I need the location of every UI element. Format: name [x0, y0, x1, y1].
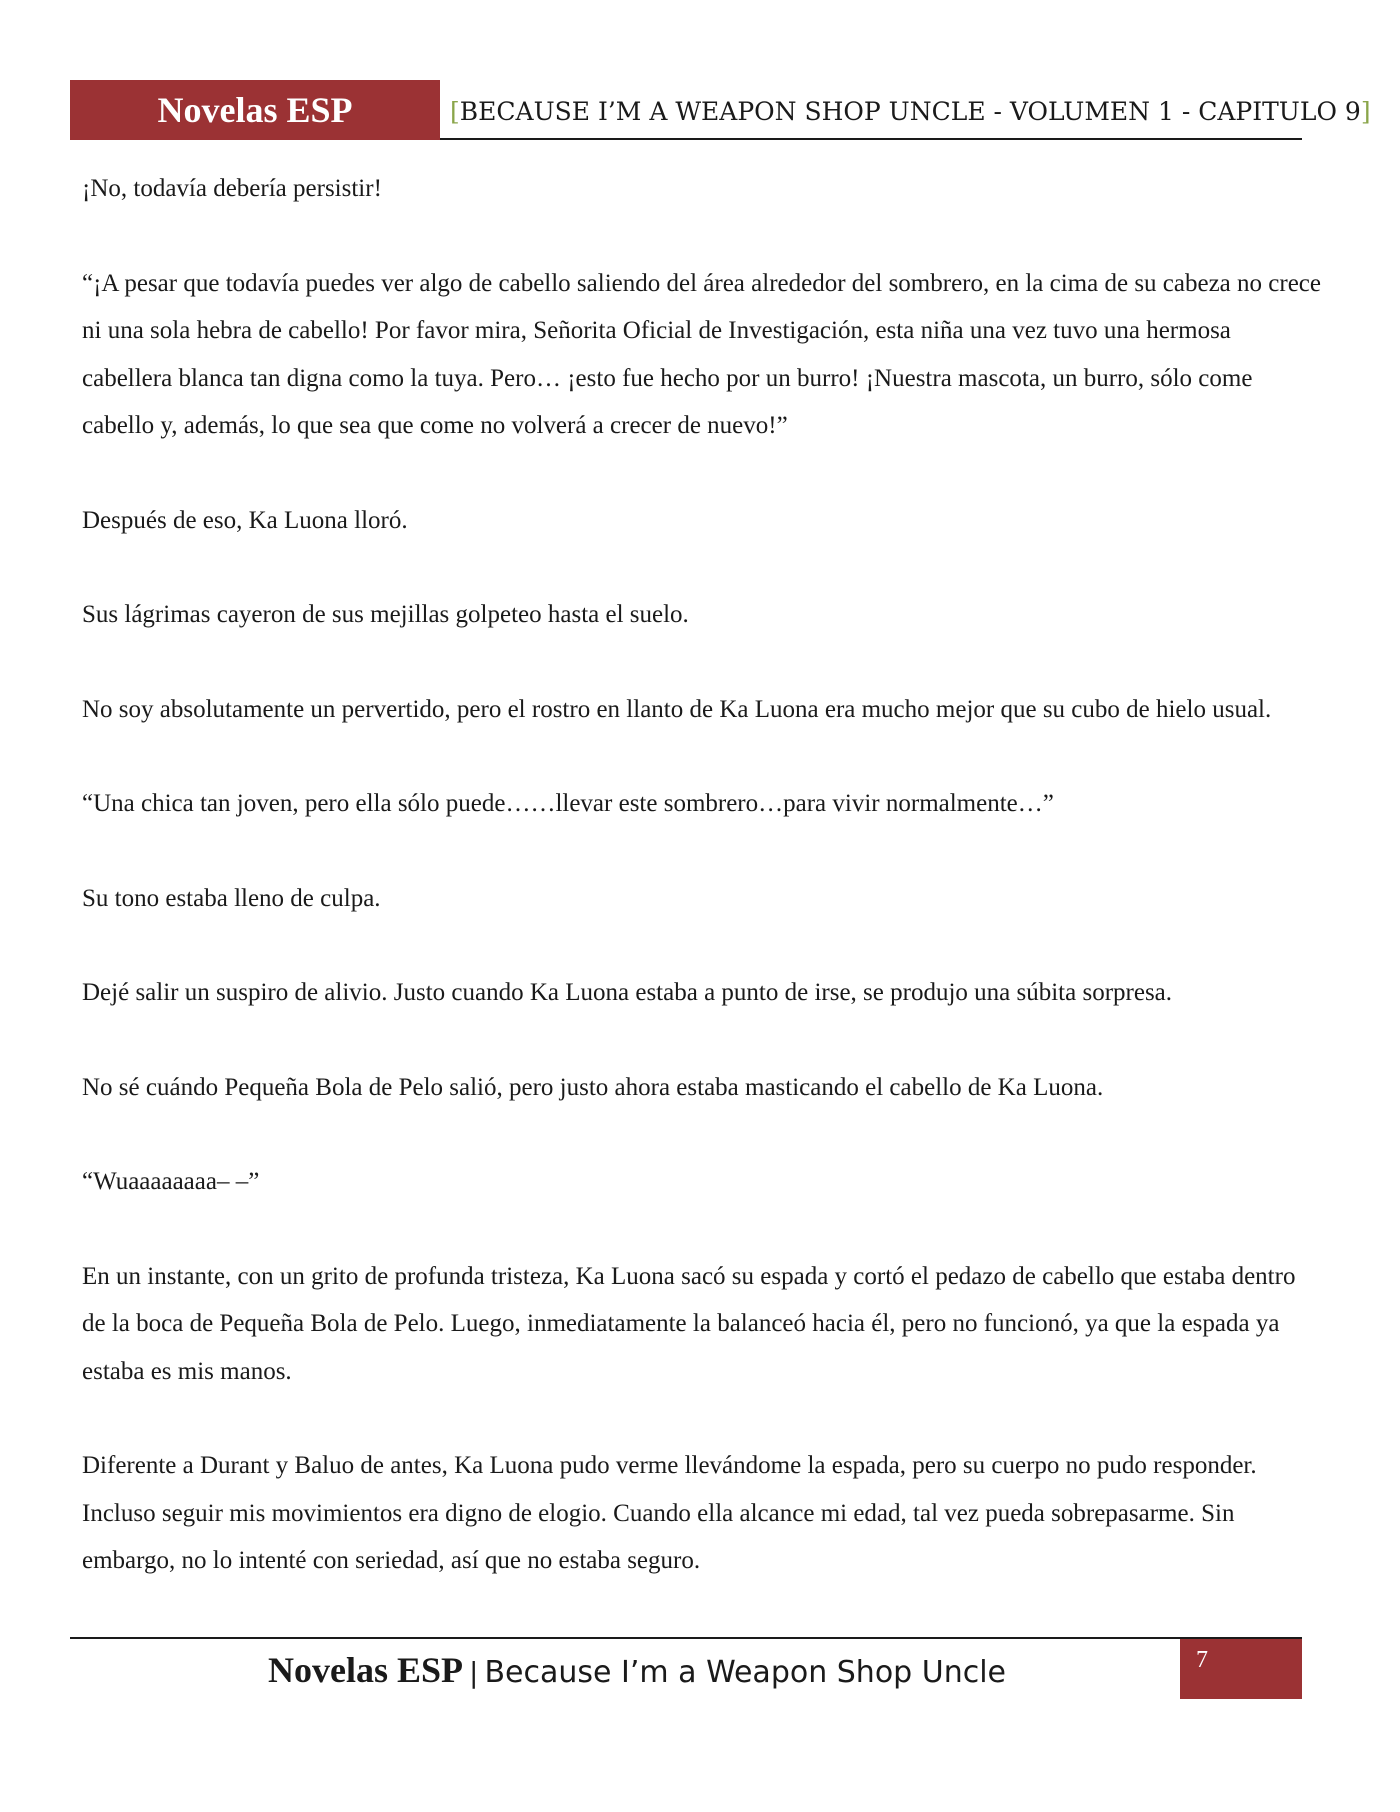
header-chapter-title	[450, 92, 1371, 132]
paragraph: Su tono estaba lleno de culpa.	[82, 884, 381, 912]
paragraph: ¡No, todavía debería persistir!	[82, 175, 382, 202]
footer-divider	[70, 1637, 1302, 1639]
paragraph: “Wuaaaaaaaa– –”	[82, 1168, 260, 1195]
header-divider	[440, 138, 1302, 140]
header-bracket-close: ]	[1360, 97, 1371, 126]
footer-separator: |	[469, 1656, 479, 1689]
paragraph: Sus lágrimas cayeron de sus mejillas golpeteo hasta el suelo.	[82, 601, 689, 628]
paragraph: “¡A pesar que todavía puedes ver algo de cabello saliendo del área alrededor del sombrero, en la cima de su cabeza no crece ni una sola hebra de cabello! Por favor mira, Señorita Oficial de Investigación, esta niña una vez tuvo una hermosa cabellera blanca tan digna como la tuya. Pero… ¡esto fue hecho por un burro! ¡Nuestra mascota, un burro, sólo come cabello y, además, lo que sea que come no volverá a crecer de nuevo!”	[82, 269, 1321, 439]
header-title-text: BECAUSE I’M A WEAPON SHOP UNCLE - VOLUMEN 1 - CAPITULO 9	[459, 97, 1361, 126]
footer-book-title: Because I’m a Weapon Shop Uncle	[484, 1655, 1007, 1690]
page-body	[82, 165, 1322, 1632]
paragraph: No soy absolutamente un pervertido, pero el rostro en llanto de Ka Luona era mucho mejor que su cubo de hielo usual.	[82, 695, 1272, 723]
header-bracket-open: [	[450, 97, 460, 126]
paragraph: Después de eso, Ka Luona lloró.	[82, 506, 408, 534]
paragraph: Diferente a Durant y Baluo de antes, Ka Luona pudo verme llevándome la espada, pero su cuerpo no pudo responder. Incluso seguir mis movimientos era digno de elogio. Cuando ella alcance mi edad, tal vez pueda sobrepasarme. Sin embargo, no lo intenté con seriedad, así que no estaba seguro.	[82, 1452, 1257, 1574]
page-footer	[268, 1645, 1006, 1695]
footer-brand: Novelas ESP	[268, 1650, 464, 1690]
page-number-box	[1180, 1639, 1302, 1699]
paragraph: Dejé salir un suspiro de alivio. Justo cuando Ka Luona estaba a punto de irse, se produjo una súbita sorpresa.	[82, 979, 1173, 1006]
page-header	[70, 80, 1371, 140]
paragraph: “Una chica tan joven, pero ella sólo puede……llevar este sombrero…para vivir normalmente…”	[82, 790, 1054, 817]
page-number: 7	[1196, 1647, 1208, 1673]
paragraph: En un instante, con un grito de profunda tristeza, Ka Luona sacó su espada y cortó el pedazo de cabello que estaba dentro de la boca de Pequeña Bola de Pelo. Luego, inmediatamente la balanceó hacia él, pero no funcionó, ya que la espada ya estaba es mis manos.	[82, 1262, 1296, 1385]
header-brand: Novelas ESP	[70, 80, 440, 140]
paragraph: No sé cuándo Pequeña Bola de Pelo salió, pero justo ahora estaba masticando el cabello de Ka Luona.	[82, 1073, 1104, 1101]
